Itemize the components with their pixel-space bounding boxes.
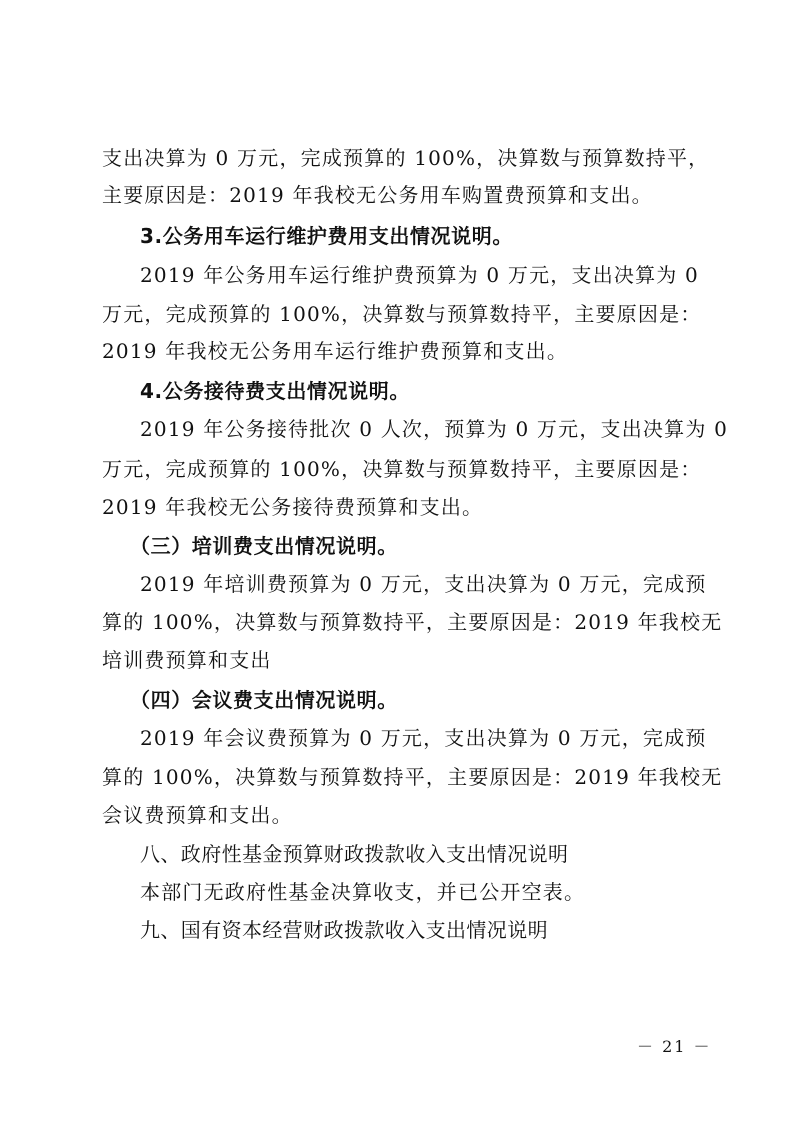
body-text-line: 万元，完成预算的 100%，决算数与预算数持平，主要原因是： [102,302,702,326]
subsection-heading: （四）会议费支出情况说明。 [130,688,398,712]
body-text-line: 算的 100%，决算数与预算数持平，主要原因是：2019 年我校无 [102,765,723,789]
subsection-heading: （三）培训费支出情况说明。 [130,534,398,558]
body-text-line: 培训费预算和支出 [102,648,272,672]
body-text-line: 2019 年我校无公务接待费预算和支出。 [102,495,484,519]
section-heading: 3.公务用车运行维护费用支出情况说明。 [140,224,513,248]
body-text-line: 2019 年公务接待批次 0 人次，预算为 0 万元，支出决算为 0 [140,417,729,441]
body-text-line: 支出决算为 0 万元，完成预算的 100%，决算数与预算数持平， [102,146,710,170]
body-text-line: 会议费预算和支出。 [102,803,293,827]
section-heading: 4.公务接待费支出情况说明。 [140,379,410,403]
body-text-line: 本部门无政府性基金决算收支，并已公开空表。 [140,880,586,904]
body-text-line: 2019 年公务用车运行维护费预算为 0 万元，支出决算为 0 [140,263,699,287]
body-text-line: 主要原因是：2019 年我校无公务用车购置费预算和支出。 [102,183,653,207]
chapter-heading: 八、政府性基金预算财政拨款收入支出情况说明 [140,842,569,866]
body-text-line: 2019 年我校无公务用车运行维护费预算和支出。 [102,339,569,363]
body-text-line: 2019 年培训费预算为 0 万元，支出决算为 0 万元，完成预 [140,572,707,596]
body-text-line: 2019 年会议费预算为 0 万元，支出决算为 0 万元，完成预 [140,726,707,750]
body-text-line: 算的 100%，决算数与预算数持平，主要原因是：2019 年我校无 [102,610,723,634]
page-number: － 21 － [637,1037,712,1056]
body-text-line: 万元，完成预算的 100%，决算数与预算数持平，主要原因是： [102,457,702,481]
chapter-heading: 九、国有资本经营财政拨款收入支出情况说明 [140,918,548,942]
